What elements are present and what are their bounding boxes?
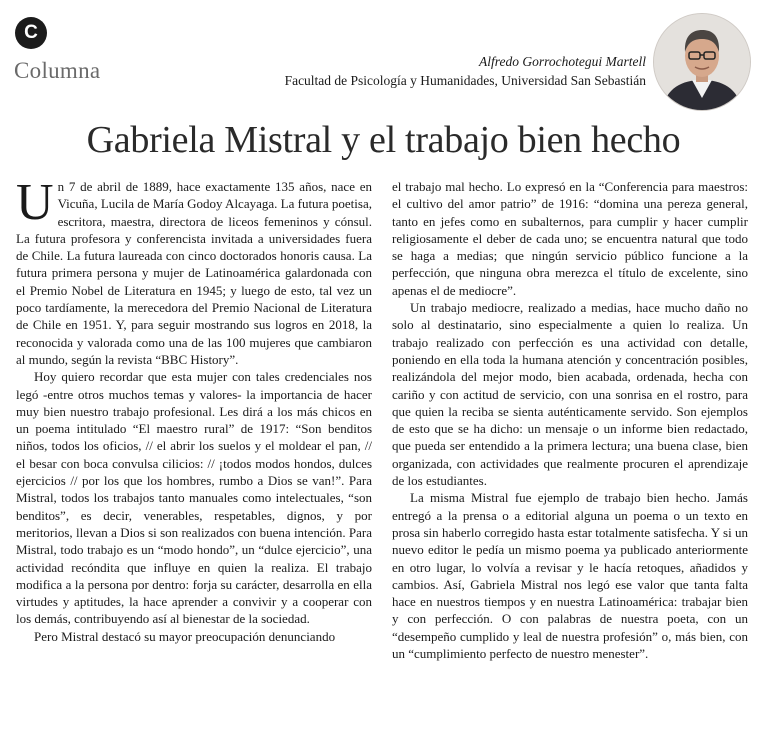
author-affiliation: Facultad de Psicología y Humanidades, Universidad San Sebastián	[284, 73, 646, 88]
paragraph: Hoy quiero recordar que esta mujer con tales credenciales nos legó -entre otros muchos temas y valores- la importancia de hacer muy bien nuestro trabajo profesional. Les dirá a los más chicos en un poema intitulado “El maestro rural” de 1917: “Son benditos niños, todos los oficios, // el abrir los suelos y el moldear el pan, // el besar con boca convulsa cilicios: // ¡todos modos hondos, dulces ejercicios // por los que los hombres, rumbo a Dios se van!”. Para Mistral, todos los trabajos tanto manuales como intelectuales, “son benditos”, es decir, venerables, respetables, dignos, y por meritorios, llevan a Dios si son realizados con buena intención. Para Mistral, todo trabajo es un “modo hondo”, un “dulce ejercicio”, una actividad recóndita que influye en quien la realiza. El trabajo modifica a la persona por dentro: forja su carácter, desarrolla en ella virtudes y aptitudes, la hace aprender a convivir y a cooperar con los demás, contribuyendo así al bienestar de la sociedad.	[16, 369, 372, 627]
paragraph: La misma Mistral fue ejemplo de trabajo bien hecho. Jamás entregó a la prensa o a editorial alguna un poema o un texto en prosa sin haberlo corregido hasta estar totalmente satisfecha. Y si un nuevo editor le pedía un mismo poema ya publicado anteriormente en otro lugar, lo volvía a revisar y le hacía retoques, añadidos y cambios. Así, Gabriela Mistral nos legó ese valor que tanta falta hace en nuestros tiempos y en nuestra Latinoamérica: trabajar bien y con perfección. O con palabras de nuestra poeta, con un “desempeño cumplido y leal de nuestra profesión” o, más bien, con un “cumplimiento perfecto de nuestro menester”.	[392, 490, 748, 662]
section-label: Columna	[14, 58, 101, 83]
paragraph-text: n 7 de abril de 1889, hace exactamente 135 años, nace en Vicuña, Lucila de María Godoy Alcayaga. La futura poetisa, escritora, maestra, directora de liceos femeninos y cónsul. La futura profesora y conferencista invitada a universidades fuera de Chile. La futura laureada con cinco doctorados honoris causa. La futura primera persona y mujer de Latinoamérica galardonada con el Premio Nobel de Literatura en 1945; y luego de esto, tal vez un poco tardíamente, la merecedora del Premio Nacional de Literatura de Chile en 1951. Y, para seguir mostrando sus logros en 2018, la reconocida y valorada como una de las 100 mujeres que cambiaron al mundo, según la revista “BBC History”.	[16, 179, 372, 367]
paragraph: Un trabajo mediocre, realizado a medias, hace mucho daño no solo al destinatario, sino especialmente a quien lo realiza. Un trabajo realizado con perfección es una actividad con detalle, poniendo en ella toda la humana atención y concentración posibles, realizándola del mejor modo, bien acabada, ordenada, hecha con cariño y con actitud de servicio, con una sonrisa en el rostro, para que quien la reciba se sienta auténticamente servido. Son ejemplos de esto que se ha dicho: un mensaje o un informe bien redactado, que pueda ser entendido a la primera lectura; una buena clase, bien organizada, con actividades que realmente procuren el aprendizaje de los estudiantes.	[392, 300, 748, 489]
article-title: Gabriela Mistral y el trabajo bien hecho	[86, 119, 681, 161]
author-portrait-svg	[654, 14, 750, 110]
author-portrait-icon	[653, 13, 751, 111]
paragraph: Pero Mistral destacó su mayor preocupación denunciando	[34, 628, 336, 644]
drop-cap: U	[16, 174, 54, 231]
paragraph	[16, 174, 372, 368]
paragraph: el trabajo mal hecho. Lo expresó en la “Conferencia para maestros: el cultivo del amor patrio” de 1916: “domina una pereza general, tanto en jefes como en subalternos, para cumplir y hacer cumplir religiosamente el deber de cada uno; se encuentra natural que todo se haga a medias; que ningún servicio público funcione a la perfección, que ninguna obra merezca el título de excelente, sino apenas el de mediocre”.	[392, 179, 748, 298]
article-left-column	[16, 174, 372, 645]
author-name: Alfredo Gorrochotegui Martell	[479, 54, 646, 69]
column-badge-icon: C	[15, 17, 47, 49]
article-right-column	[392, 178, 748, 662]
